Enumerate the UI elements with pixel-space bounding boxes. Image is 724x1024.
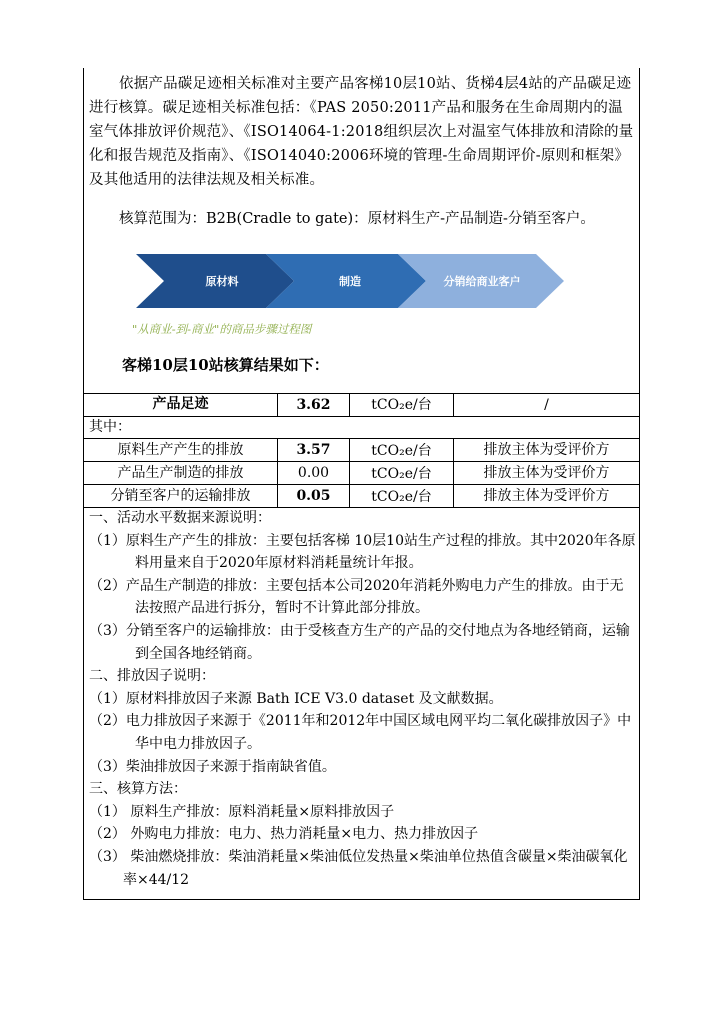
note-item: （1）原料生产产生的排放：主要包括客梯 10层10站生产过程的排放。其中2020年各原料用量来自于2020年原材料消耗量统计年报。 <box>89 532 636 572</box>
table-row-label: 分销至客户的运输排放 <box>110 488 251 504</box>
flow-label-manufacturing: 制造 <box>339 275 361 288</box>
table-row-unit: tCO₂e/台 <box>371 443 432 459</box>
table-row-value: 0.00 <box>297 465 330 481</box>
table-row-label: 产品生产制造的排放 <box>117 465 244 481</box>
table-header-unit: tCO₂e/台 <box>371 397 432 413</box>
flow-label-raw-materials: 原材料 <box>205 275 239 288</box>
table-line <box>83 416 640 417</box>
table-header-label: 产品足迹 <box>152 396 209 412</box>
note-item: （3）分销至客户的运输排放：由于受核查方生产的产品的交付地点为各地经销商，运输到全国各地经销商。 <box>89 622 630 662</box>
section-title: 二、排放因子说明： <box>89 668 215 685</box>
note-item: （2）产品生产制造的排放：主要包括本公司2020年消耗外购电力产生的排放。由于无法按照产品进行拆分，暂时不计算此部分排放。 <box>89 577 624 617</box>
section-title: 一、活动水平数据来源说明： <box>89 510 271 526</box>
result-title: 客梯10层10站核算结果如下： <box>122 356 329 374</box>
note-item: （1）原材料排放因子来源 Bath ICE V3.0 dataset 及文献数据。 <box>89 690 503 707</box>
note-item: （3） 柴油燃烧排放：柴油消耗量×柴油低位发热量×柴油单位热值含碳量×柴油碳氧化率×44/12 <box>89 848 628 888</box>
table-row-value: 0.05 <box>296 488 331 504</box>
table-header-note: / <box>544 397 549 413</box>
table-row-note: 排放主体为受评价方 <box>483 442 610 458</box>
flow-label-distribution: 分销给商业客户 <box>443 275 521 288</box>
table-header-value: 3.62 <box>296 397 331 413</box>
note-item: （1） 原料生产排放：原料消耗量×原料排放因子 <box>89 803 395 820</box>
intro-paragraph-1: 依据产品碳足迹相关标准对主要产品客梯10层10站、货梯4层4站的产品碳足迹进行核算。碳足迹相关标准包括：《PAS 2050:2011产品和服务在生命周期内的温室气体排放评价规范》、《ISO14064-1:2018组织层次上对温室气体排放和清除的量化和报告规范及指南》、《ISO14040:2006环境的管理-生命周期评价-原则和框架》及其他适用的法律法规及相关标准。 <box>89 76 634 188</box>
table-row-unit: tCO₂e/台 <box>371 466 432 482</box>
table-row-note: 排放主体为受评价方 <box>483 465 610 481</box>
table-row-unit: tCO₂e/台 <box>371 489 432 505</box>
intro-paragraph-2: 核算范围为：B2B(Cradle to gate)：原材料生产-产品制造-分销至客户。 <box>119 211 595 227</box>
table-row-note: 排放主体为受评价方 <box>483 488 610 504</box>
note-item: （2）电力排放因子来源于《2011年和2012年中国区域电网平均二氧化碳排放因子》中华中电力排放因子。 <box>89 713 632 752</box>
table-row-label: 原料生产产生的排放 <box>117 442 244 458</box>
notes-section <box>89 507 637 891</box>
note-item: （2） 外购电力排放：电力、热力消耗量×电力、热力排放因子 <box>89 826 479 843</box>
note-item: （3）柴油排放因子来源于指南缺省值。 <box>89 758 336 775</box>
flow-caption: "从商业-到-商业"的商品步骤过程图 <box>132 322 312 336</box>
section-title: 三、核算方法： <box>89 781 187 798</box>
process-flow-diagram <box>136 254 566 308</box>
table-sub-label: 其中： <box>89 419 131 435</box>
table-row-value: 3.57 <box>296 442 331 458</box>
